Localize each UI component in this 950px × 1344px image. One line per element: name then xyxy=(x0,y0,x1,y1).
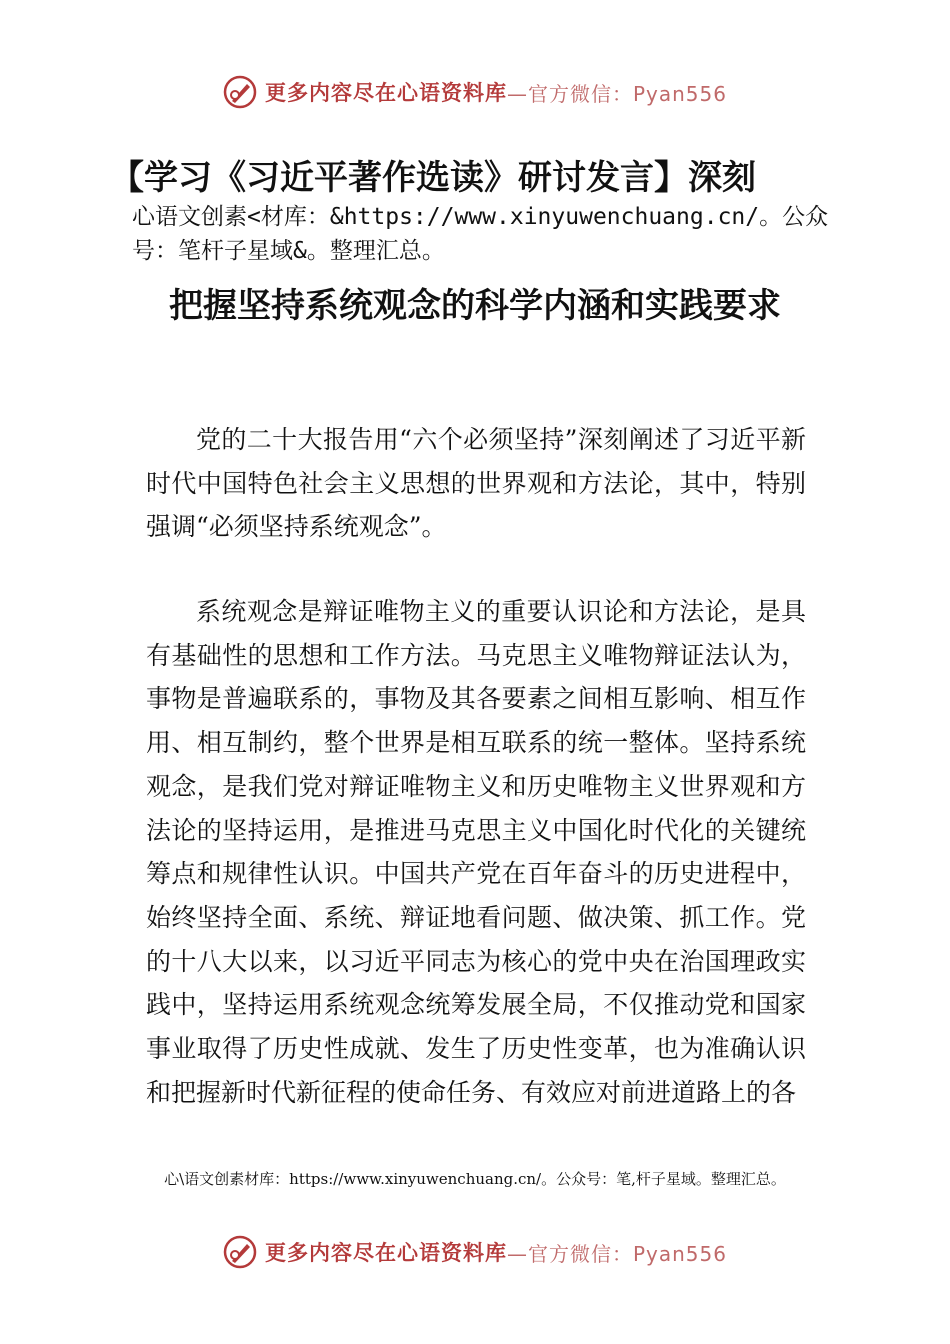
banner-brand: 更多内容尽在心语资料库 xyxy=(264,1241,507,1265)
top-banner xyxy=(0,72,950,112)
banner-contact: —官方微信：Pyan556 xyxy=(506,1241,727,1266)
bottom-banner xyxy=(0,1232,950,1272)
footer-source-note: 心\语文创素材库：https://www.xinyuwenchuang.cn/。公众号：笔,杆子星域。整理汇总。 xyxy=(164,1170,786,1188)
body-paragraph-1: 党的二十大报告用“六个必须坚持”深刻阐述了习近平新时代中国特色社会主义思想的世界观和方法论，其中，特别强调“必须坚持系统观念”。 xyxy=(146,425,806,542)
body-paragraph-2: 系统观念是辩证唯物主义的重要认识论和方法论，是具有基础性的思想和工作方法。马克思主义唯物辩证法认为，事物是普遍联系的，事物及其各要素之间相互影响、相互作用、相互制约，整个世界是相互联系的统一整体。坚持系统观念，是我们党对辩证唯物主义和历史唯物主义世界观和方法论的坚持运用，是推进马克思主义中国化时代化的关键统筹点和规律性认识。中国共产党在百年奋斗的历史进程中，始终坚持全面、系统、辩证地看问题、做决策、抓工作。党的十八大以来，以习近平同志为核心的党中央在治国理政实践中，坚持运用系统观念统筹发展全局，不仅推动党和国家事业取得了历史性成就、发生了历史性变革，也为准确认识和把握新时代新征程的使命任务、有效应对前进道路上的各 xyxy=(146,597,806,1107)
document-subtitle: 把握坚持系统观念的科学内涵和实践要求 xyxy=(169,286,781,326)
banner-contact: —官方微信：Pyan556 xyxy=(506,81,727,106)
document-title: 【学习《习近平著作选读》研讨发言】深刻 xyxy=(110,158,756,198)
source-note: 心语文创素<材库：&https://www.xinyuwenchuang.cn/。公众号：笔杆子星域&。整理汇总。 xyxy=(132,204,829,264)
pen-logo-icon xyxy=(223,1235,257,1269)
pen-logo-icon xyxy=(223,75,257,109)
banner-brand: 更多内容尽在心语资料库 xyxy=(264,81,507,105)
